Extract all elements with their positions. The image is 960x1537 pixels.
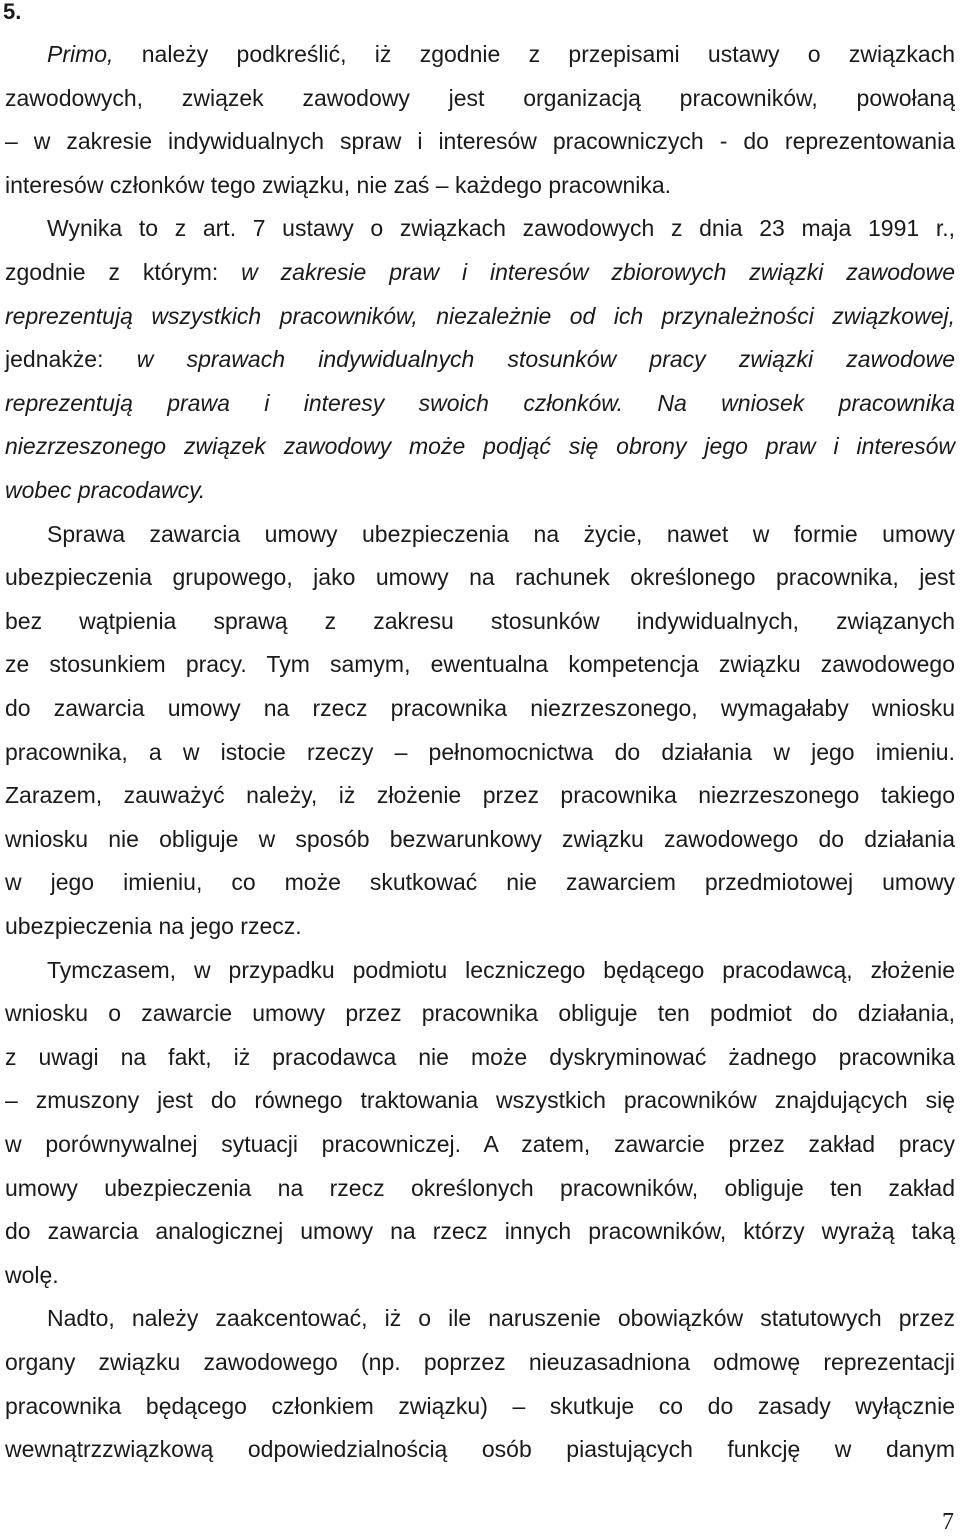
- italic-text: w zakresie praw i interesów zbiorowych związki zawodowe: [241, 259, 955, 285]
- text-segment: wniosku nie obliguje w sposób bezwarunkowy związku zawodowego do działania: [5, 825, 955, 852]
- text-segment: – zmuszony jest do równego traktowania wszystkich pracowników znajdujących się: [5, 1087, 955, 1114]
- text-line: [5, 1390, 955, 1422]
- italic-text: Primo,: [47, 41, 114, 67]
- text-line: [5, 169, 955, 201]
- text-line: [5, 387, 955, 419]
- text-segment: interesów członków tego związku, nie zaś – każdego pracownika.: [5, 171, 672, 198]
- text-line: [5, 1215, 955, 1247]
- text-segment: Wynika to z art. 7 ustawy o związkach zawodowych z dnia 23 maja 1991 r.,: [47, 215, 955, 242]
- text-line: [5, 605, 955, 637]
- text-segment: w jego imieniu, co może skutkować nie zawarciem przedmiotowej umowy: [5, 869, 955, 896]
- text-line: [47, 38, 955, 70]
- text-line: [5, 1259, 955, 1291]
- text-line: [5, 125, 955, 157]
- text-segment: do zawarcia umowy na rzecz pracownika niezrzeszonego, wymagałaby wniosku: [5, 695, 955, 721]
- text-segment: w porównywalnej sytuacji pracowniczej. A zatem, zawarcie przez zakład pracy: [5, 1131, 955, 1157]
- text-line: [5, 430, 955, 462]
- italic-text: reprezentują prawa i interesy swoich członków. Na wniosek pracownika: [5, 389, 955, 416]
- text-line: [5, 910, 955, 942]
- text-segment: ubezpieczenia grupowego, jako umowy na rachunek określonego pracownika, jest: [5, 564, 955, 591]
- text-segment: bez wątpienia sprawą z zakresu stosunków indywidualnych, związanych: [5, 607, 955, 634]
- text-segment: pracownika, a w istocie rzeczy – pełnomocnictwa do działania w jego imieniu.: [5, 738, 955, 765]
- text-line: [5, 1172, 955, 1204]
- text-segment: umowy ubezpieczenia na rzecz określonych pracowników, obliguje ten zakład: [5, 1174, 955, 1201]
- text-line: [47, 518, 955, 550]
- text-line: [5, 736, 955, 768]
- text-segment: zawodowych, związek zawodowy jest organizacją pracowników, powołaną: [5, 84, 955, 111]
- text-segment: wniosku o zawarcie umowy przez pracownika obliguje ten podmiot do działania,: [5, 1000, 955, 1027]
- text-line: [5, 692, 955, 724]
- text-line: [5, 1084, 955, 1116]
- text-line: [5, 823, 955, 855]
- text-segment: jednakże:: [5, 346, 137, 373]
- text-line: [5, 300, 955, 332]
- text-line: [5, 561, 955, 593]
- text-segment: Sprawa zawarcia umowy ubezpieczenia na życie, nawet w formie umowy: [47, 520, 955, 547]
- text-line: [5, 82, 955, 114]
- text-line: [5, 343, 955, 375]
- text-segment: wewnątrzzwiązkową odpowiedzialnością osób piastujących funkcję w danym: [5, 1436, 955, 1463]
- text-line: [5, 866, 955, 898]
- text-line: [47, 954, 955, 986]
- text-segment: ze stosunkiem pracy. Tym samym, ewentualna kompetencja związku zawodowego: [5, 651, 955, 678]
- italic-text: w sprawach indywidualnych stosunków pracy związki zawodowe: [136, 346, 955, 373]
- text-line: [5, 1128, 955, 1160]
- text-segment: pracownika będącego członkiem związku) – skutkuje co do zasady wyłącznie: [5, 1392, 955, 1419]
- text-line: [5, 1346, 955, 1378]
- text-line: [5, 474, 955, 506]
- italic-text: wobec pracodawcy.: [5, 477, 206, 503]
- text-line: [47, 1302, 955, 1334]
- italic-text: reprezentują wszystkich pracowników, niezależnie od ich przynależności związkowej,: [5, 302, 955, 329]
- text-segment: – w zakresie indywidualnych spraw i interesów pracowniczych - do reprezentowania: [5, 128, 955, 155]
- text-line: [5, 1041, 955, 1073]
- text-segment: do zawarcia analogicznej umowy na rzecz innych pracowników, którzy wyrażą taką: [5, 1218, 955, 1245]
- text-segment: zgodnie z którym:: [5, 259, 242, 285]
- text-line: [5, 648, 955, 680]
- text-segment: Tymczasem, w przypadku podmiotu leczniczego będącego pracodawcą, złożenie: [47, 956, 955, 983]
- text-segment: Nadto, należy zaakcentować, iż o ile naruszenie obowiązków statutowych przez: [47, 1305, 955, 1332]
- text-segment: wolę.: [5, 1261, 59, 1288]
- text-line: [5, 779, 955, 811]
- page-number: 7: [942, 1509, 954, 1535]
- text-line: [47, 212, 955, 244]
- text-segment: Zarazem, zauważyć należy, iż złożenie przez pracownika niezrzeszonego takiego: [5, 782, 955, 809]
- text-segment: organy związku zawodowego (np. poprzez nieuzasadniona odmowę reprezentacji: [5, 1349, 955, 1375]
- text-line: [5, 997, 955, 1029]
- italic-text: niezrzeszonego związek zawodowy może podjąć się obrony jego praw i interesów: [5, 433, 955, 460]
- text-line: [5, 256, 955, 288]
- text-segment: należy podkreślić, iż zgodnie z przepisami ustawy o związkach: [113, 41, 955, 67]
- section-number: 5.: [3, 0, 22, 24]
- text-segment: z uwagi na fakt, iż pracodawca nie może dyskryminować żadnego pracownika: [5, 1043, 955, 1070]
- text-segment: ubezpieczenia na jego rzecz.: [5, 913, 302, 939]
- text-line: [5, 1433, 955, 1465]
